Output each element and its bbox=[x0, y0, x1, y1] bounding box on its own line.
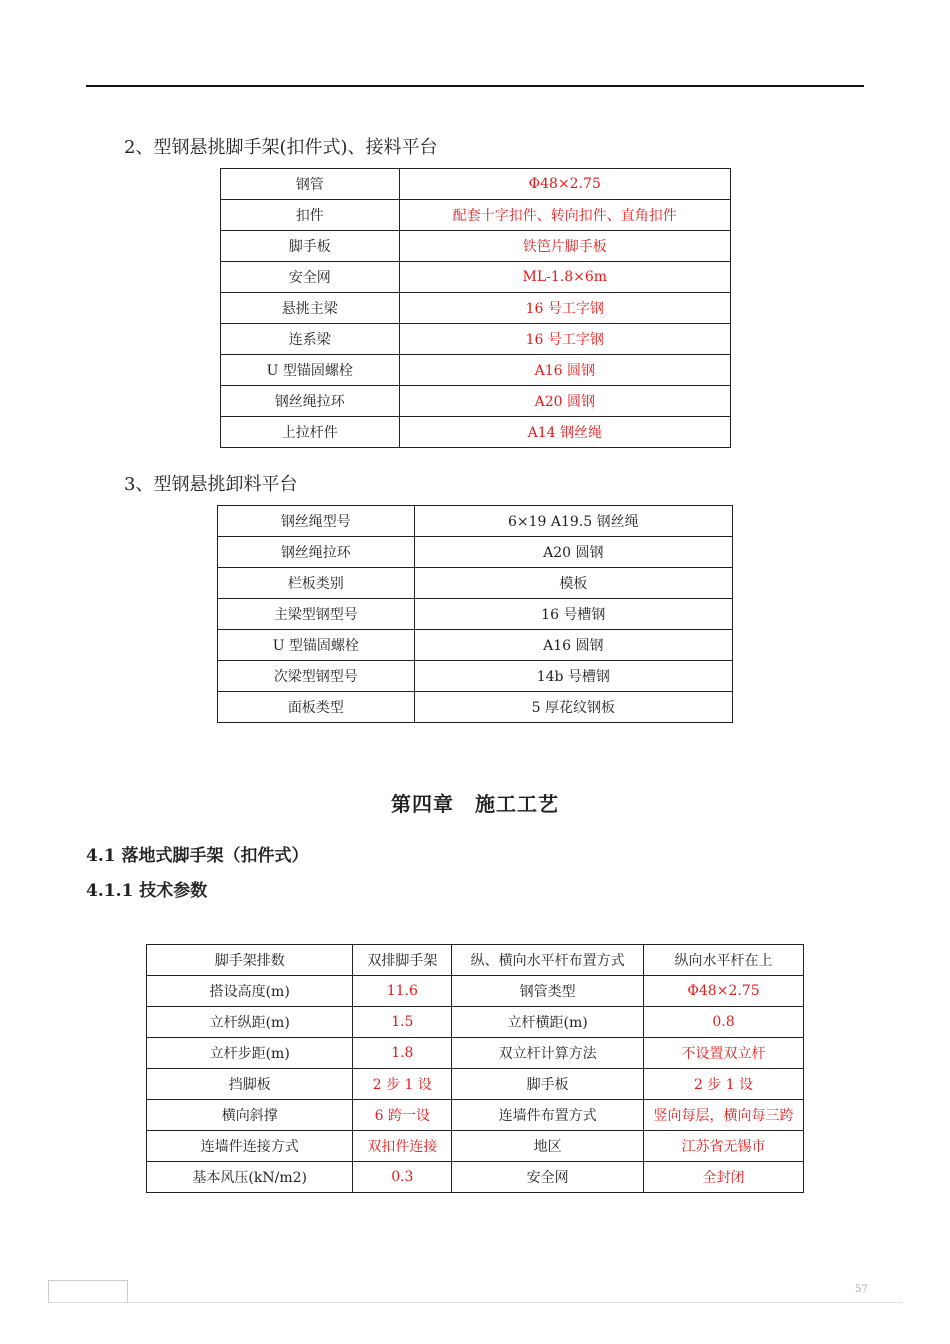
spec-value: A16 圆钢 bbox=[414, 630, 732, 661]
param-value: 0.8 bbox=[644, 1007, 804, 1038]
section-2-heading: 2、型钢悬挑脚手架(扣件式)、接料平台 bbox=[124, 137, 438, 158]
param-label: 立杆横距(m) bbox=[452, 1007, 644, 1038]
spec-label: 主梁型钢型号 bbox=[218, 599, 415, 630]
spec-value: 16 号工字钢 bbox=[399, 293, 730, 324]
spec-label: 连系梁 bbox=[221, 324, 400, 355]
platform-spec-table bbox=[217, 505, 733, 723]
table-row bbox=[147, 976, 804, 1007]
param-label: 挡脚板 bbox=[147, 1069, 353, 1100]
spec-label: 栏板类别 bbox=[218, 568, 415, 599]
table-row bbox=[218, 537, 733, 568]
param-value: 6 跨一设 bbox=[353, 1100, 452, 1131]
spec-value: 铁笆片脚手板 bbox=[399, 231, 730, 262]
footer-rule bbox=[48, 1302, 902, 1303]
spec-label: 上拉杆件 bbox=[221, 417, 400, 448]
table-row bbox=[221, 262, 731, 293]
spec-label: U 型锚固螺栓 bbox=[218, 630, 415, 661]
table-row bbox=[221, 386, 731, 417]
param-value: 不设置双立杆 bbox=[644, 1038, 804, 1069]
spec-value: 5 厚花纹钢板 bbox=[414, 692, 732, 723]
table-row bbox=[218, 692, 733, 723]
section-4-1-title: 4.1 落地式脚手架（扣件式） bbox=[86, 846, 309, 866]
table-row bbox=[218, 661, 733, 692]
spec-label: 钢丝绳拉环 bbox=[218, 537, 415, 568]
param-label: 纵、横向水平杆布置方式 bbox=[452, 945, 644, 976]
spec-label: 次梁型钢型号 bbox=[218, 661, 415, 692]
param-value: 江苏省无锡市 bbox=[644, 1131, 804, 1162]
param-label: 双立杆计算方法 bbox=[452, 1038, 644, 1069]
param-label: 脚手板 bbox=[452, 1069, 644, 1100]
table-row bbox=[147, 1131, 804, 1162]
param-label: 横向斜撑 bbox=[147, 1100, 353, 1131]
spec-label: 钢丝绳拉环 bbox=[221, 386, 400, 417]
spec-label: 安全网 bbox=[221, 262, 400, 293]
spec-value: A16 圆钢 bbox=[399, 355, 730, 386]
footer-tab bbox=[48, 1280, 128, 1303]
spec-value: A20 圆钢 bbox=[414, 537, 732, 568]
param-value: 纵向水平杆在上 bbox=[644, 945, 804, 976]
table-row bbox=[218, 506, 733, 537]
param-value: 1.8 bbox=[353, 1038, 452, 1069]
spec-label: 脚手板 bbox=[221, 231, 400, 262]
table-row bbox=[147, 1038, 804, 1069]
table-row bbox=[147, 1069, 804, 1100]
table-row bbox=[147, 1007, 804, 1038]
param-label: 搭设高度(m) bbox=[147, 976, 353, 1007]
param-label: 钢管类型 bbox=[452, 976, 644, 1007]
table-row bbox=[221, 169, 731, 200]
table-row bbox=[221, 417, 731, 448]
param-label: 地区 bbox=[452, 1131, 644, 1162]
spec-value: 6×19 A19.5 钢丝绳 bbox=[414, 506, 732, 537]
param-value: 2 步 1 设 bbox=[353, 1069, 452, 1100]
header-rule bbox=[86, 85, 864, 87]
spec-label: U 型锚固螺栓 bbox=[221, 355, 400, 386]
param-label: 脚手架排数 bbox=[147, 945, 353, 976]
spec-value: A14 钢丝绳 bbox=[399, 417, 730, 448]
table-row bbox=[147, 1100, 804, 1131]
table-row bbox=[221, 324, 731, 355]
spec-value: 16 号槽钢 bbox=[414, 599, 732, 630]
spec-value: 14b 号槽钢 bbox=[414, 661, 732, 692]
table-row bbox=[221, 231, 731, 262]
table-row bbox=[218, 630, 733, 661]
param-value: 1.5 bbox=[353, 1007, 452, 1038]
table-row bbox=[221, 355, 731, 386]
param-label: 基本风压(kN/m2) bbox=[147, 1162, 353, 1193]
scaffold-spec-table bbox=[220, 168, 731, 448]
param-label: 立杆纵距(m) bbox=[147, 1007, 353, 1038]
spec-label: 悬挑主梁 bbox=[221, 293, 400, 324]
param-value: 0.3 bbox=[353, 1162, 452, 1193]
param-value: 全封闭 bbox=[644, 1162, 804, 1193]
spec-value: ML-1.8×6m bbox=[399, 262, 730, 293]
spec-label: 钢管 bbox=[221, 169, 400, 200]
param-label: 连墙件布置方式 bbox=[452, 1100, 644, 1131]
param-value: Φ48×2.75 bbox=[644, 976, 804, 1007]
spec-value: 16 号工字钢 bbox=[399, 324, 730, 355]
spec-label: 钢丝绳型号 bbox=[218, 506, 415, 537]
spec-value: Φ48×2.75 bbox=[399, 169, 730, 200]
table-row bbox=[221, 200, 731, 231]
spec-value: A20 圆钢 bbox=[399, 386, 730, 417]
section-4-1-1-title: 4.1.1 技术参数 bbox=[86, 881, 208, 901]
tech-params-table bbox=[146, 944, 804, 1193]
spec-label: 扣件 bbox=[221, 200, 400, 231]
table-row bbox=[218, 599, 733, 630]
spec-value: 模板 bbox=[414, 568, 732, 599]
param-value: 双排脚手架 bbox=[353, 945, 452, 976]
table-row bbox=[221, 293, 731, 324]
param-label: 立杆步距(m) bbox=[147, 1038, 353, 1069]
section-3-heading: 3、型钢悬挑卸料平台 bbox=[124, 474, 298, 495]
param-value: 2 步 1 设 bbox=[644, 1069, 804, 1100]
spec-label: 面板类型 bbox=[218, 692, 415, 723]
table-row bbox=[218, 568, 733, 599]
param-label: 连墙件连接方式 bbox=[147, 1131, 353, 1162]
table-row bbox=[147, 1162, 804, 1193]
spec-value: 配套十字扣件、转向扣件、直角扣件 bbox=[399, 200, 730, 231]
table-row bbox=[147, 945, 804, 976]
param-label: 安全网 bbox=[452, 1162, 644, 1193]
param-value: 11.6 bbox=[353, 976, 452, 1007]
param-value: 双扣件连接 bbox=[353, 1131, 452, 1162]
page-number: 57 bbox=[855, 1284, 868, 1295]
param-value: 竖向每层，横向每三跨 bbox=[644, 1100, 804, 1131]
chapter-title: 第四章 施工工艺 bbox=[391, 792, 559, 816]
